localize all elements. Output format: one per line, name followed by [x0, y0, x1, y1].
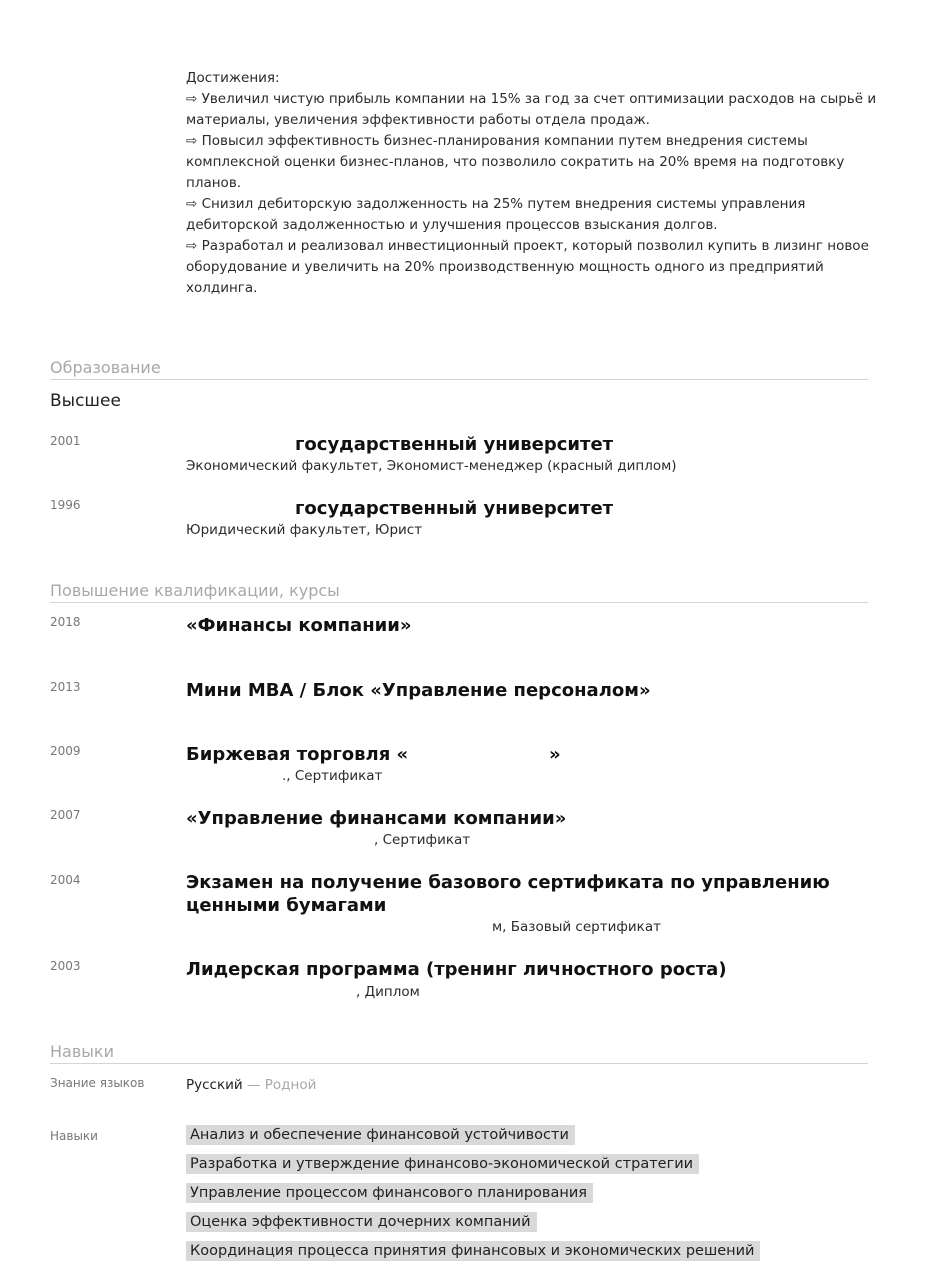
achievement-line: холдинга.: [186, 280, 258, 296]
course-year: 2003: [50, 959, 81, 973]
language-separator: —: [242, 1077, 265, 1093]
education-institution: государственный университет: [295, 434, 614, 455]
achievement-line: ⇨ Повысил эффективность бизнес-планирования компании путем внедрения системы: [186, 133, 808, 149]
course-title: Биржевая торговля «: [186, 744, 409, 765]
education-section-title: Образование: [50, 358, 868, 380]
skill-tag: Оценка эффективности дочерних компаний: [186, 1212, 537, 1232]
language-name: Русский: [186, 1077, 243, 1093]
education-level: Высшее: [50, 391, 121, 411]
course-title-end: »: [549, 744, 561, 765]
education-year: 2001: [50, 434, 81, 448]
achievements-heading: Достижения:: [186, 70, 280, 86]
achievement-line: дебиторской задолженностью и улучшения процессов взыскания долгов.: [186, 217, 718, 233]
course-title: Лидерская программа (тренинг личностного роста): [186, 959, 727, 980]
skill-tag: Разработка и утверждение финансово-экономической стратегии: [186, 1154, 699, 1174]
achievement-line: комплексной оценки бизнес-планов, что позволило сократить на 20% время на подготовку: [186, 154, 845, 170]
achievements-block: [186, 68, 886, 299]
education-details: Экономический факультет, Экономист-менеджер (красный диплом): [186, 458, 677, 474]
achievement-line: материалы, увеличения эффективности работы отдела продаж.: [186, 112, 650, 128]
education-year: 1996: [50, 498, 81, 512]
skills-label: Навыки: [50, 1129, 98, 1143]
education-institution: государственный университет: [295, 498, 614, 519]
achievement-line: оборудование и увеличить на 20% производственную мощность одного из предприятий: [186, 259, 824, 275]
course-details: ., Сертификат: [282, 768, 383, 784]
course-title: «Финансы компании»: [186, 615, 412, 636]
language-entry: [186, 1077, 316, 1093]
course-year: 2018: [50, 615, 81, 629]
course-title: «Управление финансами компании»: [186, 808, 567, 829]
course-year: 2004: [50, 873, 81, 887]
course-year: 2013: [50, 680, 81, 694]
skills-section-title: Навыки: [50, 1042, 868, 1064]
skill-tag: Анализ и обеспечение финансовой устойчивости: [186, 1125, 575, 1145]
achievement-line: планов.: [186, 175, 242, 191]
achievement-line: ⇨ Увеличил чистую прибыль компании на 15% за год за счет оптимизации расходов на сырьё и: [186, 91, 877, 107]
course-details: , Диплом: [356, 984, 420, 1000]
course-year: 2007: [50, 808, 81, 822]
course-year: 2009: [50, 744, 81, 758]
skill-tag: Координация процесса принятия финансовых и экономических решений: [186, 1241, 760, 1261]
skill-tag: Управление процессом финансового планирования: [186, 1183, 593, 1203]
course-title: Экзамен на получение базового сертификата по управлению ценными бумагами: [186, 872, 830, 916]
courses-section-title: Повышение квалификации, курсы: [50, 581, 868, 603]
languages-label: Знание языков: [50, 1076, 145, 1090]
education-details: Юридический факультет, Юрист: [186, 522, 423, 538]
achievement-line: ⇨ Разработал и реализовал инвестиционный проект, который позволил купить в лизинг новое: [186, 238, 869, 254]
course-details: , Сертификат: [374, 832, 471, 848]
course-title: Мини MBA / Блок «Управление персоналом»: [186, 680, 651, 701]
course-details: м, Базовый сертификат: [492, 919, 661, 935]
achievement-line: ⇨ Снизил дебиторскую задолженность на 25% путем внедрения системы управления: [186, 196, 806, 212]
language-level: Родной: [264, 1077, 317, 1093]
